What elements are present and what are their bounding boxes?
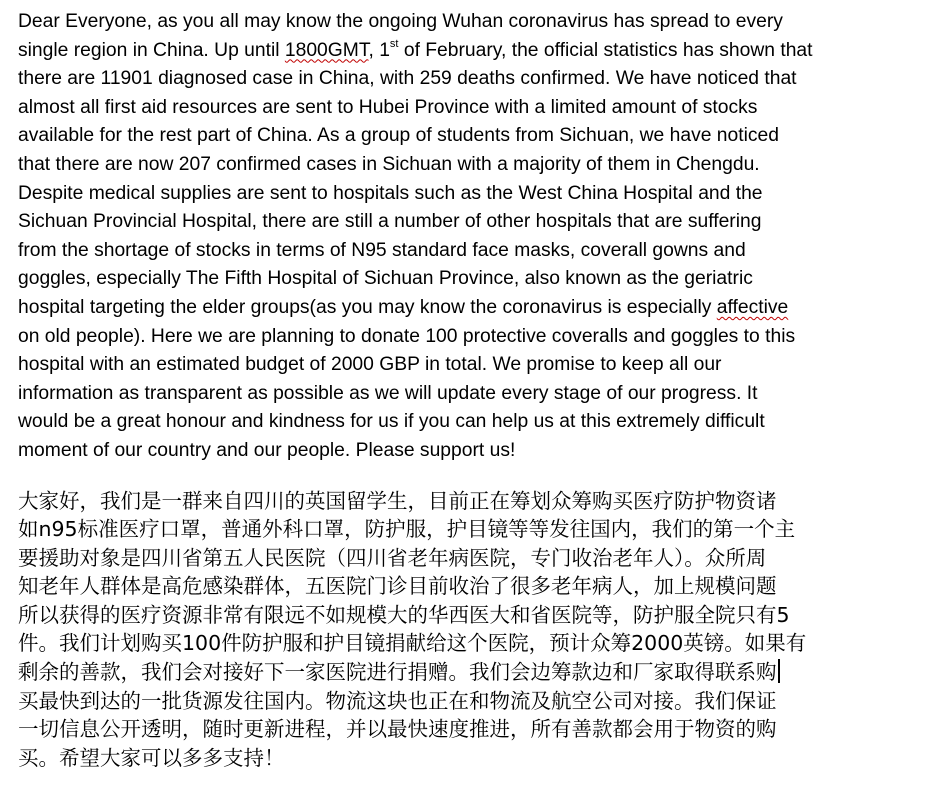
text-line: there are 11901 diagnosed case in China, with 259 deaths confirmed. We have noticed that [18, 68, 797, 90]
text-line: goggles, especially The Fifth Hospital of Sichuan Province, also known as the geriatric [18, 268, 753, 290]
text-line: hospital targeting the elder groups(as you may know the coronavirus is especially affective [18, 296, 789, 318]
text-line: 所以获得的医疗资源非常有限远不如规模大的华西医大和省医院等，防护服全院只有5 [18, 602, 790, 627]
text-line: 买最快到达的一批货源发往国内。物流这块也正在和物流及航空公司对接。我们保证 [18, 688, 777, 713]
document-body[interactable] [18, 8, 928, 772]
text-line: 要援助对象是四川省第五人民医院（四川省老年病医院，专门收治老年人）。众所周 [18, 545, 767, 570]
text-line: on old people). Here we are planning to donate 100 protective coveralls and goggles to this [18, 325, 796, 347]
text-line: 剩余的善款，我们会对接好下一家医院进行捐赠。我们会边筹款边和厂家取得联系购 [18, 658, 928, 687]
text-line: that there are now 207 confirmed cases in Sichuan with a majority of them in Chengdu. [18, 153, 760, 175]
english-paragraph[interactable] [18, 8, 928, 466]
text-line: 知老年人群体是高危感染群体，五医院门诊目前收治了很多老年病人，加上规模问题 [18, 574, 777, 599]
chinese-paragraph[interactable] [18, 487, 928, 773]
text-line: almost all first aid resources are sent to Hubei Province with a limited amount of stocks [18, 96, 758, 118]
text-line: moment of our country and our people. Please support us! [18, 439, 516, 461]
text-line: single region in China. Up until 1800GMT, 1st of February, the official statistics has shown that [18, 37, 813, 61]
text-line: available for the rest part of China. As a group of students from Sichuan, we have noticed [18, 125, 779, 147]
text-line: would be a great honour and kindness for us if you can help us at this extremely difficult [18, 411, 765, 433]
text-line: Sichuan Provincial Hospital, there are still a number of other hospitals that are suffering [18, 211, 762, 233]
text-line: 如n95标准医疗口罩，普通外科口罩，防护服，护目镜等等发往国内，我们的第一个主 [18, 517, 796, 542]
text-line: 大家好，我们是一群来自四川的英国留学生，目前正在筹划众筹购买医疗防护物资诸 [18, 488, 777, 513]
text-line: information as transparent as possible as we will update every stage of our progress. It [18, 382, 758, 404]
text-line: Dear Everyone, as you all may know the ongoing Wuhan coronavirus has spread to every [18, 11, 783, 32]
text-cursor [778, 659, 780, 683]
text-line: hospital with an estimated budget of 2000 GBP in total. We promise to keep all our [18, 354, 722, 376]
text-line: Despite medical supplies are sent to hospitals such as the West China Hospital and the [18, 182, 763, 204]
text-line: 买。希望大家可以多多支持！ [18, 745, 285, 770]
text-line: 一切信息公开透明，随时更新进程，并以最快速度推进，所有善款都会用于物资的购 [18, 717, 777, 742]
spellcheck-flagged-word[interactable]: affective [716, 296, 789, 318]
ordinal-superscript: st [389, 37, 399, 50]
spellcheck-flagged-word[interactable]: 1800GMT [284, 39, 369, 61]
text-line: 件。我们计划购买100件防护服和护目镜捐献给这个医院，预计众筹2000英镑。如果有 [18, 631, 807, 656]
text-line: from the shortage of stocks in terms of N95 standard face masks, coverall gowns and [18, 239, 746, 261]
